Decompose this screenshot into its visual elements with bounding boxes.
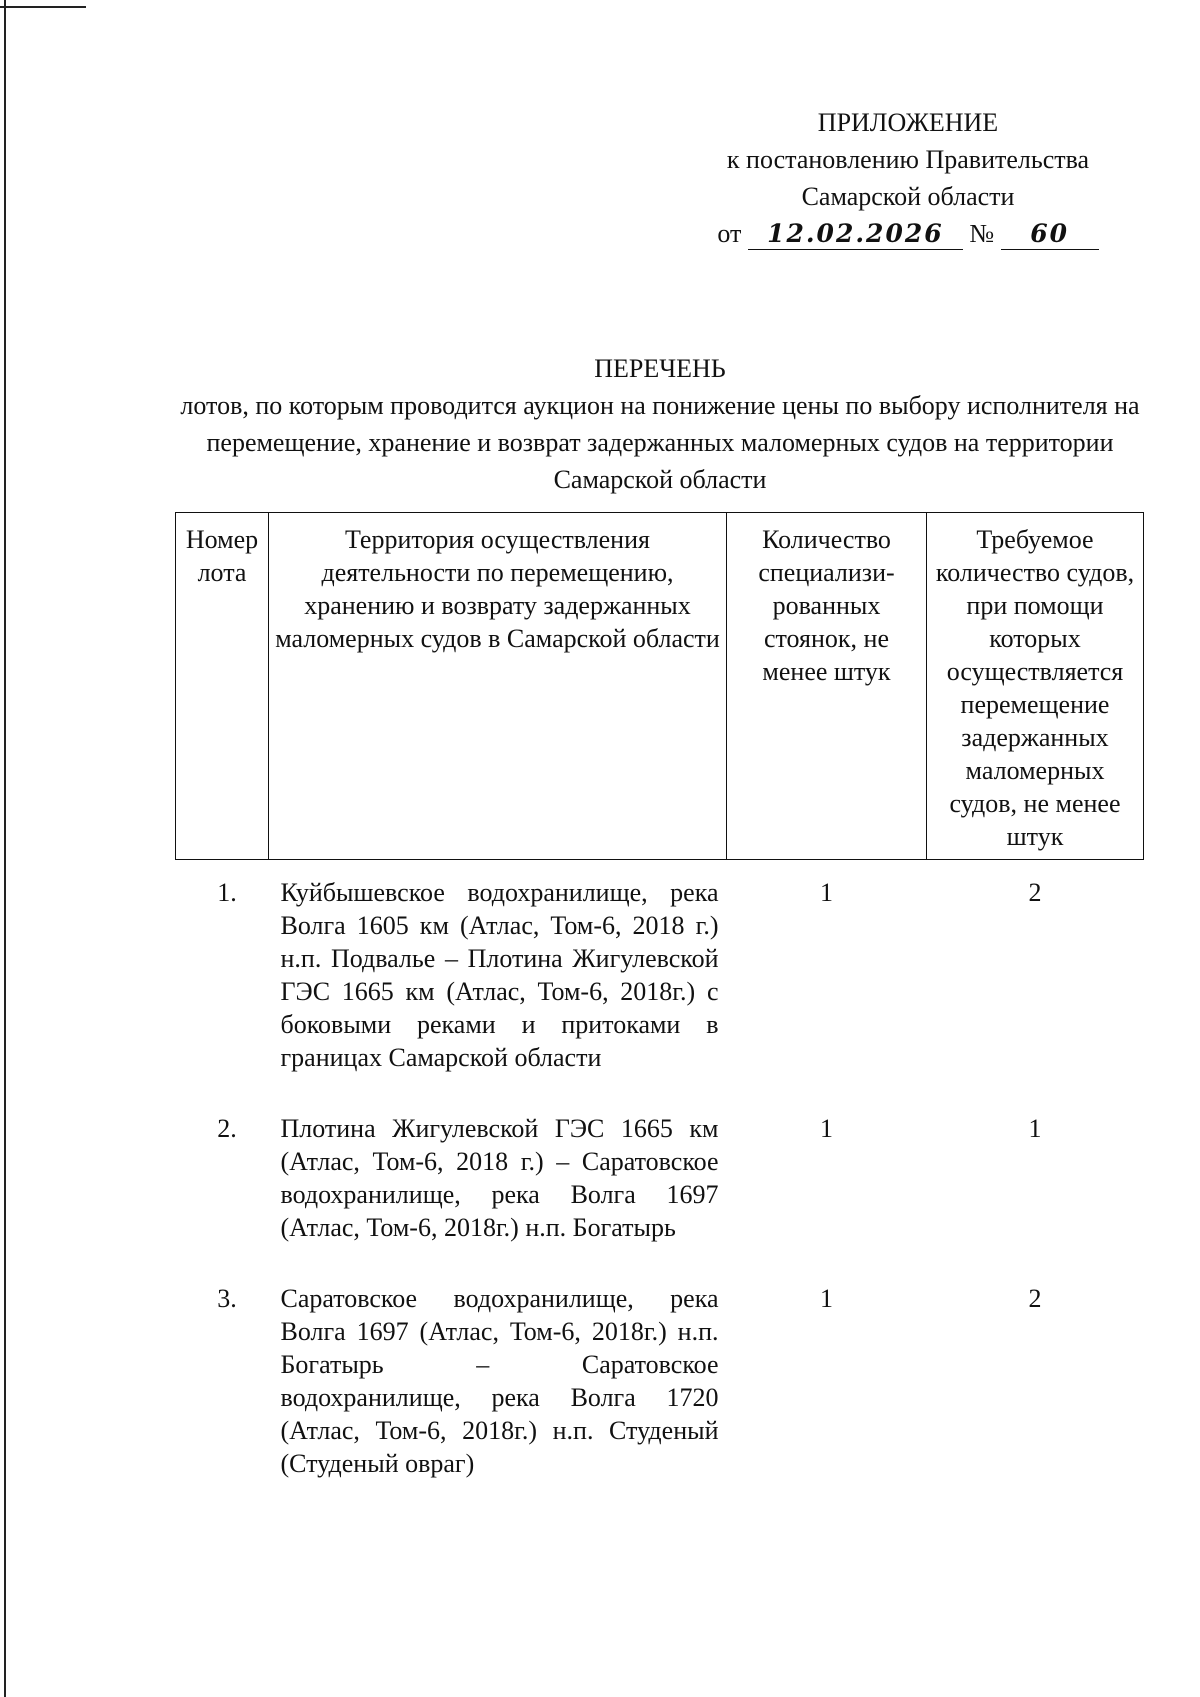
document-title-block <box>180 350 1140 498</box>
header-lot-number: Номер лота <box>176 513 269 860</box>
lot-parkings: 1 <box>820 878 833 907</box>
document-heading: ПЕРЕЧЕНЬ <box>594 354 726 383</box>
lots-table <box>175 512 1144 1502</box>
scan-edge-left <box>4 0 6 1697</box>
lot-territory: Куйбышевское водохранилище, река Волга 1605 км (Атлас, Том-6, 2018 г.) н.п. Подвалье – Плотина Жигулевской ГЭС 1665 км (Атлас, Том-6, 2018г.) с боковыми реками и притоками в границах Самарской области <box>280 878 719 1072</box>
from-label: от <box>717 219 742 248</box>
lot-territory: Саратовское водохранилище, река Волга 1697 (Атлас, Том-6, 2018г.) н.п. Богатырь – Саратовское водохранилище, река Волга 1720 (Атлас, Том-6, 2018г.) н.п. Студеный (Студеный овраг) <box>280 1284 719 1478</box>
lot-vessels: 2 <box>1028 878 1042 907</box>
handwritten-date: 12.02.2026 <box>748 219 963 250</box>
appendix-block <box>688 104 1128 252</box>
appendix-line2: Самарской области <box>801 182 1015 211</box>
lot-parkings: 1 <box>820 1114 833 1143</box>
lot-vessels: 1 <box>1028 1114 1042 1143</box>
header-territory: Территория осуществления деятельности по перемещению, хранению и возврату задержанных маломерных судов в Самарской области <box>269 513 727 860</box>
header-vessels: Требуемое количество судов, при помощи которых осуществляется перемещение задержанных маломерных судов, не менее штук <box>927 513 1144 860</box>
handwritten-number: 60 <box>1001 219 1099 250</box>
scan-edge-top <box>0 6 86 8</box>
appendix-line1: к постановлению Правительства <box>726 145 1090 174</box>
lot-number: 2. <box>217 1114 237 1143</box>
lot-number: 3. <box>217 1284 237 1313</box>
table-row <box>176 1266 1144 1502</box>
lot-territory: Плотина Жигулевской ГЭС 1665 км (Атлас, Том-6, 2018 г.) – Саратовское водохранилище, река Волга 1697 (Атлас, Том-6, 2018г.) н.п. Богатырь <box>280 1114 719 1242</box>
lot-vessels: 2 <box>1028 1284 1042 1313</box>
lot-parkings: 1 <box>820 1284 833 1313</box>
number-label: № <box>969 219 995 248</box>
document-subtitle: лотов, по которым проводится аукцион на понижение цены по выбору исполнителя на перемещение, хранение и возврат задержанных маломерных судов на территории Самарской области <box>180 391 1140 494</box>
table-row <box>176 860 1144 1097</box>
table-row <box>176 1096 1144 1266</box>
lot-number: 1. <box>217 878 237 907</box>
resolution-reference <box>688 215 1128 252</box>
appendix-title: ПРИЛОЖЕНИЕ <box>817 108 999 137</box>
header-parkings: Количество специализи-рованных стоянок, не менее штук <box>727 513 927 860</box>
table-header-row <box>176 513 1144 860</box>
